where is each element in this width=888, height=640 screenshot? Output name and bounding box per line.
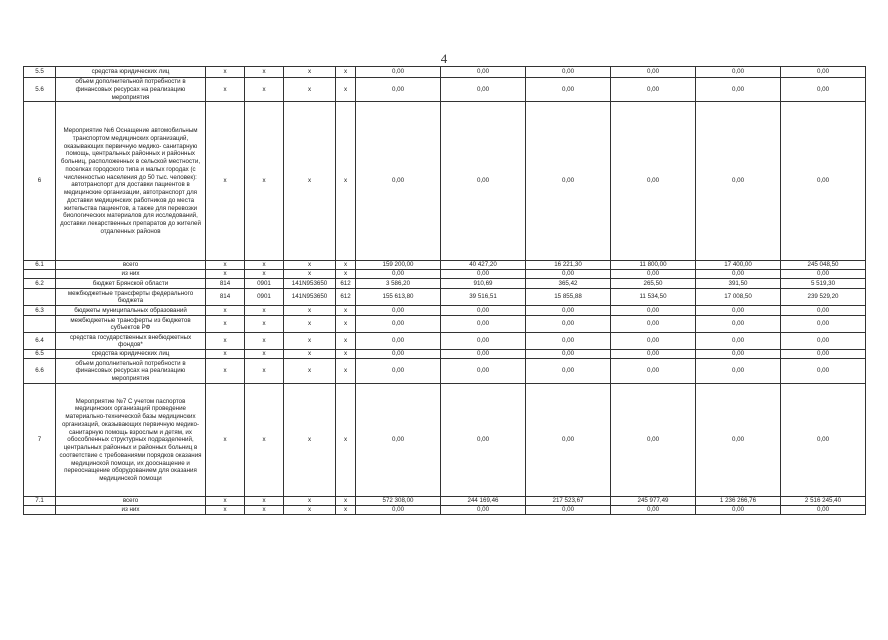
code-section: x bbox=[245, 350, 284, 359]
table-row bbox=[24, 506, 866, 515]
value-col-6: 0,00 bbox=[781, 102, 866, 261]
table-row bbox=[24, 270, 866, 279]
value-col-4: 0,00 bbox=[611, 102, 696, 261]
row-description: бюджет Брянской области bbox=[56, 279, 206, 289]
value-col-1: 0,00 bbox=[356, 102, 441, 261]
row-description: межбюджетные трансферты из бюджетов субъектов РФ bbox=[56, 316, 206, 333]
row-description: всего bbox=[56, 261, 206, 270]
value-col-4: 0,00 bbox=[611, 270, 696, 279]
value-col-3: 0,00 bbox=[526, 359, 611, 384]
row-number: 5.6 bbox=[24, 78, 56, 102]
value-col-6: 0,00 bbox=[781, 316, 866, 333]
code-ministry: x bbox=[206, 384, 245, 497]
code-section: x bbox=[245, 333, 284, 350]
value-col-6: 0,00 bbox=[781, 333, 866, 350]
row-number: 6.6 bbox=[24, 359, 56, 384]
code-ministry: x bbox=[206, 67, 245, 78]
table-row bbox=[24, 384, 866, 497]
row-number: 6 bbox=[24, 102, 56, 261]
code-expense: x bbox=[336, 270, 356, 279]
value-col-1: 0,00 bbox=[356, 333, 441, 350]
code-target: x bbox=[284, 350, 336, 359]
value-col-6: 0,00 bbox=[781, 384, 866, 497]
row-description: средства юридических лиц bbox=[56, 67, 206, 78]
value-col-3: 0,00 bbox=[526, 78, 611, 102]
value-col-3: 0,00 bbox=[526, 102, 611, 261]
value-col-2: 0,00 bbox=[441, 384, 526, 497]
code-section: x bbox=[245, 306, 284, 316]
value-col-1: 0,00 bbox=[356, 316, 441, 333]
row-number: 6.3 bbox=[24, 306, 56, 316]
row-description: средства государственных внебюджетных фондов* bbox=[56, 333, 206, 350]
value-col-6: 0,00 bbox=[781, 506, 866, 515]
value-col-2: 0,00 bbox=[441, 359, 526, 384]
value-col-5: 0,00 bbox=[696, 316, 781, 333]
code-target: x bbox=[284, 316, 336, 333]
code-target: x bbox=[284, 270, 336, 279]
budget-table bbox=[23, 66, 866, 515]
row-number bbox=[24, 270, 56, 279]
row-number: 5.5 bbox=[24, 67, 56, 78]
value-col-4: 11 800,00 bbox=[611, 261, 696, 270]
value-col-6: 0,00 bbox=[781, 306, 866, 316]
code-target: x bbox=[284, 333, 336, 350]
code-target: x bbox=[284, 67, 336, 78]
code-target: x bbox=[284, 306, 336, 316]
value-col-6: 2 516 245,40 bbox=[781, 497, 866, 506]
code-section: x bbox=[245, 67, 284, 78]
row-description: из них bbox=[56, 270, 206, 279]
value-col-2: 0,00 bbox=[441, 316, 526, 333]
row-number: 6.2 bbox=[24, 279, 56, 289]
code-target: x bbox=[284, 102, 336, 261]
code-target: 141N953650 bbox=[284, 289, 336, 306]
row-number bbox=[24, 316, 56, 333]
table-row bbox=[24, 359, 866, 384]
value-col-2: 0,00 bbox=[441, 270, 526, 279]
code-expense: x bbox=[336, 102, 356, 261]
code-section: x bbox=[245, 270, 284, 279]
value-col-1: 0,00 bbox=[356, 306, 441, 316]
row-number bbox=[24, 289, 56, 306]
value-col-6: 0,00 bbox=[781, 270, 866, 279]
page-number: 4 bbox=[440, 51, 448, 66]
value-col-6: 0,00 bbox=[781, 67, 866, 78]
value-col-4: 0,00 bbox=[611, 316, 696, 333]
value-col-5: 0,00 bbox=[696, 384, 781, 497]
value-col-5: 0,00 bbox=[696, 350, 781, 359]
value-col-1: 0,00 bbox=[356, 384, 441, 497]
value-col-1: 0,00 bbox=[356, 506, 441, 515]
value-col-3: 0,00 bbox=[526, 306, 611, 316]
value-col-6: 239 529,20 bbox=[781, 289, 866, 306]
value-col-1: 155 613,80 bbox=[356, 289, 441, 306]
row-number: 6.4 bbox=[24, 333, 56, 350]
value-col-3: 217 523,67 bbox=[526, 497, 611, 506]
row-description: межбюджетные трансферты федерального бюджета bbox=[56, 289, 206, 306]
code-section: 0901 bbox=[245, 279, 284, 289]
code-ministry: x bbox=[206, 78, 245, 102]
value-col-5: 17 008,50 bbox=[696, 289, 781, 306]
value-col-6: 5 519,30 bbox=[781, 279, 866, 289]
table-row bbox=[24, 333, 866, 350]
row-description: средства юридических лиц bbox=[56, 350, 206, 359]
value-col-4: 245 977,49 bbox=[611, 497, 696, 506]
code-section: x bbox=[245, 78, 284, 102]
value-col-1: 3 586,20 bbox=[356, 279, 441, 289]
value-col-5: 0,00 bbox=[696, 333, 781, 350]
value-col-1: 0,00 bbox=[356, 350, 441, 359]
value-col-1: 572 308,00 bbox=[356, 497, 441, 506]
value-col-4: 0,00 bbox=[611, 350, 696, 359]
code-ministry: x bbox=[206, 102, 245, 261]
row-description: Мероприятие №7 С учетом паспортов медицинских организаций проведение материально-технической базы медицинских организаций, оказывающих первичную медико-санитарную помощь взрослым и детям, их обособленных структурных подразделений, центральных районных и районных больниц в соответствие с требованиями порядков оказания медицинской помощи, их дооснащение и переоснащение оборудованием для оказания медицинской помощи bbox=[56, 384, 206, 497]
row-number: 7.1 bbox=[24, 497, 56, 506]
row-description: объем дополнительной потребности в финансовых ресурсах на реализацию мероприятия bbox=[56, 359, 206, 384]
value-col-1: 0,00 bbox=[356, 270, 441, 279]
code-section: 0901 bbox=[245, 289, 284, 306]
value-col-4: 0,00 bbox=[611, 506, 696, 515]
code-expense: x bbox=[336, 306, 356, 316]
code-expense: x bbox=[336, 384, 356, 497]
row-description: Мероприятие №6 Оснащение автомобильным транспортом медицинских организаций, оказывающих первичную медико- санитарную помощь, центральных районных и районных больниц, расположенных в сельской местности, поселках городского типа и малых городах (с численностью населения до 50 тыс. человек): автотранспорт для доставки пациентов в медицинские организации, автотранспорт для доставки медицинских работников до места жительства пациентов, а также для перевозки биологических материалов для исследований, доставки лекарственных препаратов до жителей отдаленных районов bbox=[56, 102, 206, 261]
value-col-6: 0,00 bbox=[781, 78, 866, 102]
row-description: бюджеты муниципальных образований bbox=[56, 306, 206, 316]
code-section: x bbox=[245, 506, 284, 515]
row-number: 6.1 bbox=[24, 261, 56, 270]
code-expense: x bbox=[336, 333, 356, 350]
code-section: x bbox=[245, 497, 284, 506]
value-col-2: 0,00 bbox=[441, 78, 526, 102]
code-ministry: 814 bbox=[206, 289, 245, 306]
table-row bbox=[24, 350, 866, 359]
code-expense: x bbox=[336, 359, 356, 384]
table-body bbox=[24, 67, 866, 515]
value-col-3: 16 221,30 bbox=[526, 261, 611, 270]
value-col-4: 0,00 bbox=[611, 333, 696, 350]
value-col-2: 0,00 bbox=[441, 350, 526, 359]
code-section: x bbox=[245, 384, 284, 497]
table-row bbox=[24, 102, 866, 261]
code-ministry: x bbox=[206, 333, 245, 350]
code-section: x bbox=[245, 102, 284, 261]
code-target: x bbox=[284, 78, 336, 102]
value-col-5: 0,00 bbox=[696, 67, 781, 78]
value-col-4: 11 534,50 bbox=[611, 289, 696, 306]
code-ministry: x bbox=[206, 306, 245, 316]
code-ministry: x bbox=[206, 497, 245, 506]
table-row bbox=[24, 78, 866, 102]
value-col-6: 0,00 bbox=[781, 359, 866, 384]
table-row bbox=[24, 279, 866, 289]
value-col-2: 910,69 bbox=[441, 279, 526, 289]
row-number: 7 bbox=[24, 384, 56, 497]
value-col-3: 0,00 bbox=[526, 384, 611, 497]
row-number: 6.5 bbox=[24, 350, 56, 359]
value-col-3: 15 855,88 bbox=[526, 289, 611, 306]
value-col-2: 0,00 bbox=[441, 506, 526, 515]
code-ministry: x bbox=[206, 261, 245, 270]
code-expense: x bbox=[336, 261, 356, 270]
value-col-1: 0,00 bbox=[356, 78, 441, 102]
value-col-5: 0,00 bbox=[696, 102, 781, 261]
code-target: x bbox=[284, 506, 336, 515]
value-col-3: 0,00 bbox=[526, 333, 611, 350]
table-row bbox=[24, 316, 866, 333]
table-row bbox=[24, 289, 866, 306]
row-description: из них bbox=[56, 506, 206, 515]
value-col-2: 244 169,46 bbox=[441, 497, 526, 506]
value-col-3: 0,00 bbox=[526, 316, 611, 333]
value-col-1: 159 200,00 bbox=[356, 261, 441, 270]
value-col-5: 0,00 bbox=[696, 78, 781, 102]
code-target: x bbox=[284, 359, 336, 384]
value-col-2: 39 516,51 bbox=[441, 289, 526, 306]
code-expense: x bbox=[336, 497, 356, 506]
code-section: x bbox=[245, 359, 284, 384]
value-col-4: 0,00 bbox=[611, 306, 696, 316]
code-ministry: 814 bbox=[206, 279, 245, 289]
value-col-2: 0,00 bbox=[441, 306, 526, 316]
value-col-5: 1 236 266,76 bbox=[696, 497, 781, 506]
code-ministry: x bbox=[206, 359, 245, 384]
value-col-6: 0,00 bbox=[781, 350, 866, 359]
value-col-2: 40 427,20 bbox=[441, 261, 526, 270]
table-row bbox=[24, 67, 866, 78]
value-col-5: 0,00 bbox=[696, 506, 781, 515]
code-expense: x bbox=[336, 350, 356, 359]
value-col-4: 0,00 bbox=[611, 359, 696, 384]
value-col-3: 0,00 bbox=[526, 270, 611, 279]
value-col-5: 0,00 bbox=[696, 270, 781, 279]
value-col-5: 0,00 bbox=[696, 306, 781, 316]
code-ministry: x bbox=[206, 506, 245, 515]
row-description: объем дополнительной потребности в финансовых ресурсах на реализацию мероприятия bbox=[56, 78, 206, 102]
value-col-1: 0,00 bbox=[356, 67, 441, 78]
value-col-4: 0,00 bbox=[611, 78, 696, 102]
row-number bbox=[24, 506, 56, 515]
value-col-2: 0,00 bbox=[441, 333, 526, 350]
value-col-3: 0,00 bbox=[526, 350, 611, 359]
code-target: 141N953650 bbox=[284, 279, 336, 289]
code-expense: x bbox=[336, 78, 356, 102]
code-expense: 612 bbox=[336, 279, 356, 289]
value-col-4: 265,50 bbox=[611, 279, 696, 289]
value-col-5: 17 400,00 bbox=[696, 261, 781, 270]
code-ministry: x bbox=[206, 270, 245, 279]
code-ministry: x bbox=[206, 350, 245, 359]
value-col-3: 0,00 bbox=[526, 506, 611, 515]
value-col-4: 0,00 bbox=[611, 384, 696, 497]
code-target: x bbox=[284, 261, 336, 270]
table-row bbox=[24, 306, 866, 316]
code-ministry: x bbox=[206, 316, 245, 333]
value-col-3: 365,42 bbox=[526, 279, 611, 289]
code-expense: 612 bbox=[336, 289, 356, 306]
code-target: x bbox=[284, 384, 336, 497]
row-description: всего bbox=[56, 497, 206, 506]
table-row bbox=[24, 497, 866, 506]
value-col-4: 0,00 bbox=[611, 67, 696, 78]
code-expense: x bbox=[336, 67, 356, 78]
value-col-2: 0,00 bbox=[441, 67, 526, 78]
value-col-3: 0,00 bbox=[526, 67, 611, 78]
code-section: x bbox=[245, 261, 284, 270]
value-col-2: 0,00 bbox=[441, 102, 526, 261]
value-col-1: 0,00 bbox=[356, 359, 441, 384]
code-expense: x bbox=[336, 316, 356, 333]
value-col-6: 245 048,50 bbox=[781, 261, 866, 270]
code-target: x bbox=[284, 497, 336, 506]
table-row bbox=[24, 261, 866, 270]
value-col-5: 0,00 bbox=[696, 359, 781, 384]
value-col-5: 391,50 bbox=[696, 279, 781, 289]
code-section: x bbox=[245, 316, 284, 333]
code-expense: x bbox=[336, 506, 356, 515]
